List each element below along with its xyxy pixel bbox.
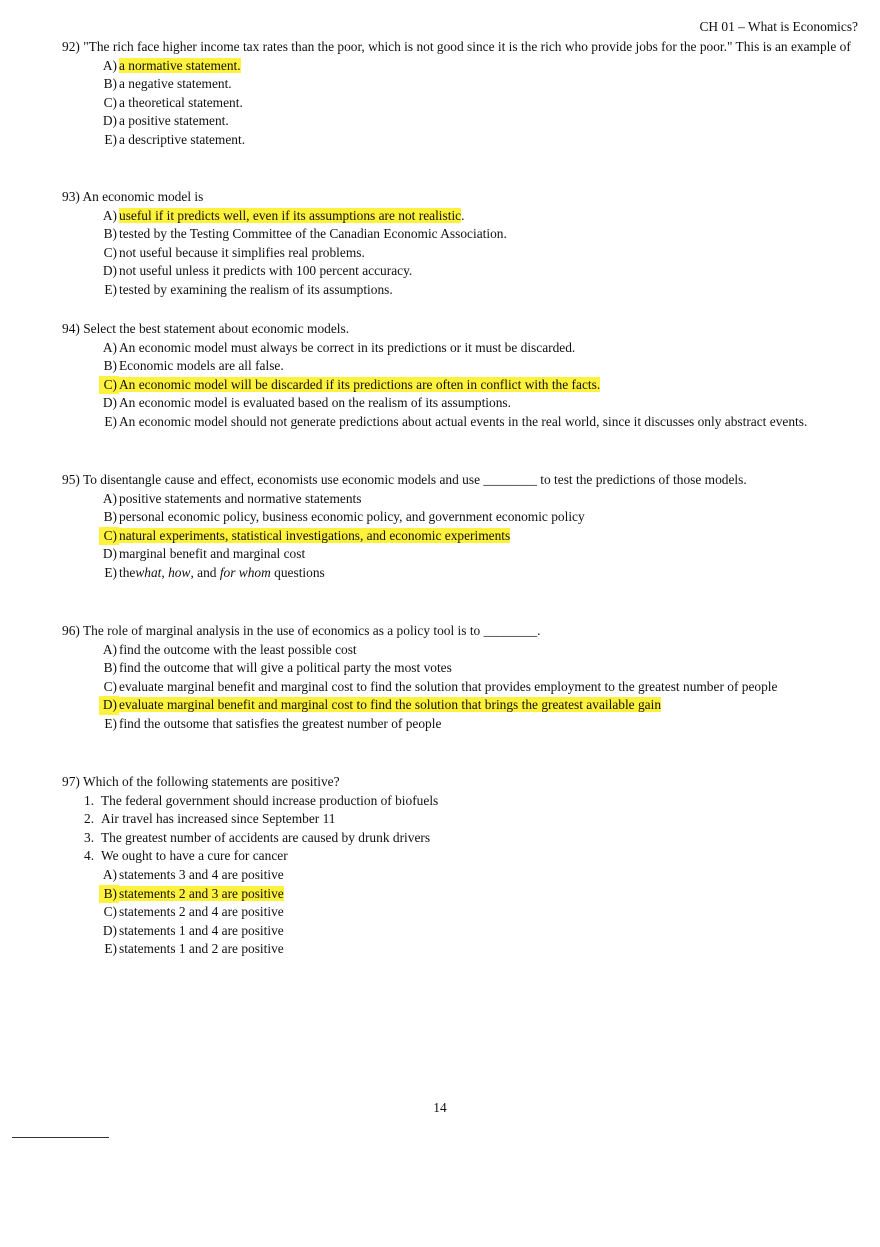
option-text: statements 2 and 4 are positive [119, 904, 284, 920]
highlighted-answer: statements 2 and 3 are positive [119, 885, 284, 901]
highlighted-answer: a normative statement. [119, 57, 241, 73]
page-number: 14 [433, 1100, 447, 1115]
highlighted-answer: evaluate marginal benefit and marginal cost to find the solution that brings the greatest available gain [119, 697, 662, 713]
highlighted-answer: An economic model will be discarded if its predictions are often in conflict with the facts. [119, 376, 601, 392]
answer-option [99, 678, 852, 697]
answer-option [99, 339, 852, 358]
answer-option [99, 527, 852, 546]
answer-option [99, 281, 852, 300]
option-text: positive statements and normative statements [119, 490, 362, 506]
option-text: not useful because it simplifies real problems. [119, 244, 365, 260]
option-letter: A) [102, 207, 117, 223]
option-text: find the outcome with the least possible cost [119, 641, 357, 657]
answer-options [99, 641, 852, 734]
question-93 [62, 188, 852, 300]
option-letter: D) [102, 546, 117, 562]
answer-options [99, 207, 852, 300]
question-94 [62, 320, 852, 432]
option-text-mixed [119, 564, 852, 583]
statement-number: 3. [84, 829, 95, 845]
option-text-part: , and [190, 564, 220, 580]
option-text-part: questions [270, 564, 325, 580]
question-stem: 95) To disentangle cause and effect, economists use economic models and use ________ to test the predictions of those models. [62, 472, 747, 487]
answer-option [99, 641, 852, 660]
option-letter: A) [102, 490, 117, 506]
answer-option [99, 659, 852, 678]
answer-option [99, 545, 852, 564]
answer-option [99, 131, 852, 150]
answer-option [99, 413, 852, 432]
option-letter: C) [103, 244, 117, 260]
statement-text: The federal government should increase production of biofuels [101, 792, 439, 808]
option-text-part: the [119, 564, 136, 580]
option-text: a theoretical statement. [119, 94, 243, 110]
option-text: tested by examining the realism of its assumptions. [119, 281, 393, 297]
question-97 [62, 773, 852, 959]
option-letter: D) [99, 696, 119, 715]
option-text: a descriptive statement. [119, 131, 246, 147]
answer-option [99, 564, 852, 583]
answer-option [99, 244, 852, 263]
option-text: Economic models are all false. [119, 358, 284, 374]
option-letter: C) [99, 376, 119, 395]
option-letter: B) [103, 226, 117, 242]
statement-number: 1. [84, 792, 95, 808]
option-text: find the outsome that satisfies the greatest number of people [119, 715, 442, 731]
option-letter: A) [102, 57, 117, 73]
answer-option [99, 940, 852, 959]
question-95 [62, 471, 852, 583]
option-letter: B) [103, 509, 117, 525]
option-letter: E) [104, 715, 117, 731]
option-text: personal economic policy, business economic policy, and government economic policy [119, 509, 585, 525]
option-text: marginal benefit and marginal cost [119, 546, 306, 562]
option-letter: A) [102, 866, 117, 882]
option-letter: B) [103, 358, 117, 374]
option-letter: D) [102, 395, 117, 411]
option-letter: C) [103, 678, 117, 694]
option-letter: A) [102, 641, 117, 657]
question-stem: 96) The role of marginal analysis in the use of economics as a policy tool is to ________. [62, 623, 541, 638]
answer-option [99, 394, 852, 413]
option-text: An economic model should not generate predictions about actual events in the real world, since it discusses only abstract events. [119, 413, 808, 429]
question-stem: 93) An economic model is [62, 189, 204, 204]
answer-option [99, 903, 852, 922]
answer-option [99, 112, 852, 131]
answer-option [99, 225, 852, 244]
answer-options [99, 57, 852, 150]
answer-option [99, 376, 852, 395]
option-letter: D) [102, 263, 117, 279]
answer-option [99, 94, 852, 113]
statement-text: The greatest number of accidents are caused by drunk drivers [101, 829, 431, 845]
statement-number: 4. [84, 848, 95, 864]
option-trailing-punct: . [461, 207, 465, 223]
answer-option [99, 508, 852, 527]
option-text-part: , [161, 564, 169, 580]
numbered-statements [84, 792, 852, 866]
statement-text: We ought to have a cure for cancer [101, 848, 288, 864]
answer-option [99, 262, 852, 281]
answer-option [99, 490, 852, 509]
answer-option [99, 57, 852, 76]
question-stem: 94) Select the best statement about economic models. [62, 321, 350, 336]
option-letter: C) [99, 527, 119, 546]
running-header: CH 01 – What is Economics? [699, 19, 858, 34]
option-letter: E) [104, 413, 117, 429]
option-text: evaluate marginal benefit and marginal cost to find the solution that provides employment to the greatest number of people [119, 678, 778, 694]
answer-option [99, 75, 852, 94]
highlighted-answer: useful if it predicts well, even if its assumptions are not realistic [119, 207, 462, 223]
option-letter: B) [103, 660, 117, 676]
option-text: a positive statement. [119, 113, 229, 129]
option-text: find the outcome that will give a political party the most votes [119, 660, 452, 676]
statement-item [84, 847, 852, 866]
option-letter: E) [104, 281, 117, 297]
answer-options [99, 866, 852, 959]
option-letter: E) [104, 131, 117, 147]
highlighted-answer: natural experiments, statistical investigations, and economic experiments [119, 527, 511, 543]
question-96 [62, 622, 852, 734]
option-letter: A) [102, 339, 117, 355]
option-text: statements 1 and 2 are positive [119, 941, 284, 957]
footnote-separator [12, 1137, 109, 1138]
question-stem: 97) Which of the following statements are positive? [62, 774, 340, 789]
answer-options [99, 339, 852, 432]
answer-option [99, 715, 852, 734]
italic-term: how [168, 564, 191, 580]
italic-term: for whom [219, 564, 271, 580]
answer-option [99, 885, 852, 904]
question-92 [62, 38, 852, 150]
statement-text: Air travel has increased since September 11 [101, 811, 336, 827]
statement-item [84, 810, 852, 829]
answer-option [99, 696, 852, 715]
statement-item [84, 829, 852, 848]
answer-option [99, 866, 852, 885]
option-letter: D) [102, 922, 117, 938]
italic-term: what [135, 564, 162, 580]
option-text: statements 3 and 4 are positive [119, 866, 284, 882]
answer-option [99, 357, 852, 376]
statement-item [84, 792, 852, 811]
answer-options [99, 490, 852, 583]
option-text: not useful unless it predicts with 100 percent accuracy. [119, 263, 413, 279]
question-stem: 92) "The rich face higher income tax rates than the poor, which is not good since it is the rich who provide jobs for the poor." This is an example of [62, 39, 851, 54]
option-letter: E) [104, 941, 117, 957]
option-text: An economic model is evaluated based on the realism of its assumptions. [119, 395, 511, 411]
option-text: An economic model must always be correct in its predictions or it must be discarded. [119, 339, 576, 355]
option-letter: B) [103, 76, 117, 92]
option-letter: E) [104, 564, 117, 580]
answer-option [99, 207, 852, 226]
statement-number: 2. [84, 811, 95, 827]
option-letter: C) [103, 904, 117, 920]
option-letter: C) [103, 94, 117, 110]
option-text: a negative statement. [119, 76, 232, 92]
option-text: statements 1 and 4 are positive [119, 922, 284, 938]
answer-option [99, 922, 852, 941]
option-text: tested by the Testing Committee of the Canadian Economic Association. [119, 226, 507, 242]
option-letter: B) [99, 885, 119, 904]
option-letter: D) [102, 113, 117, 129]
